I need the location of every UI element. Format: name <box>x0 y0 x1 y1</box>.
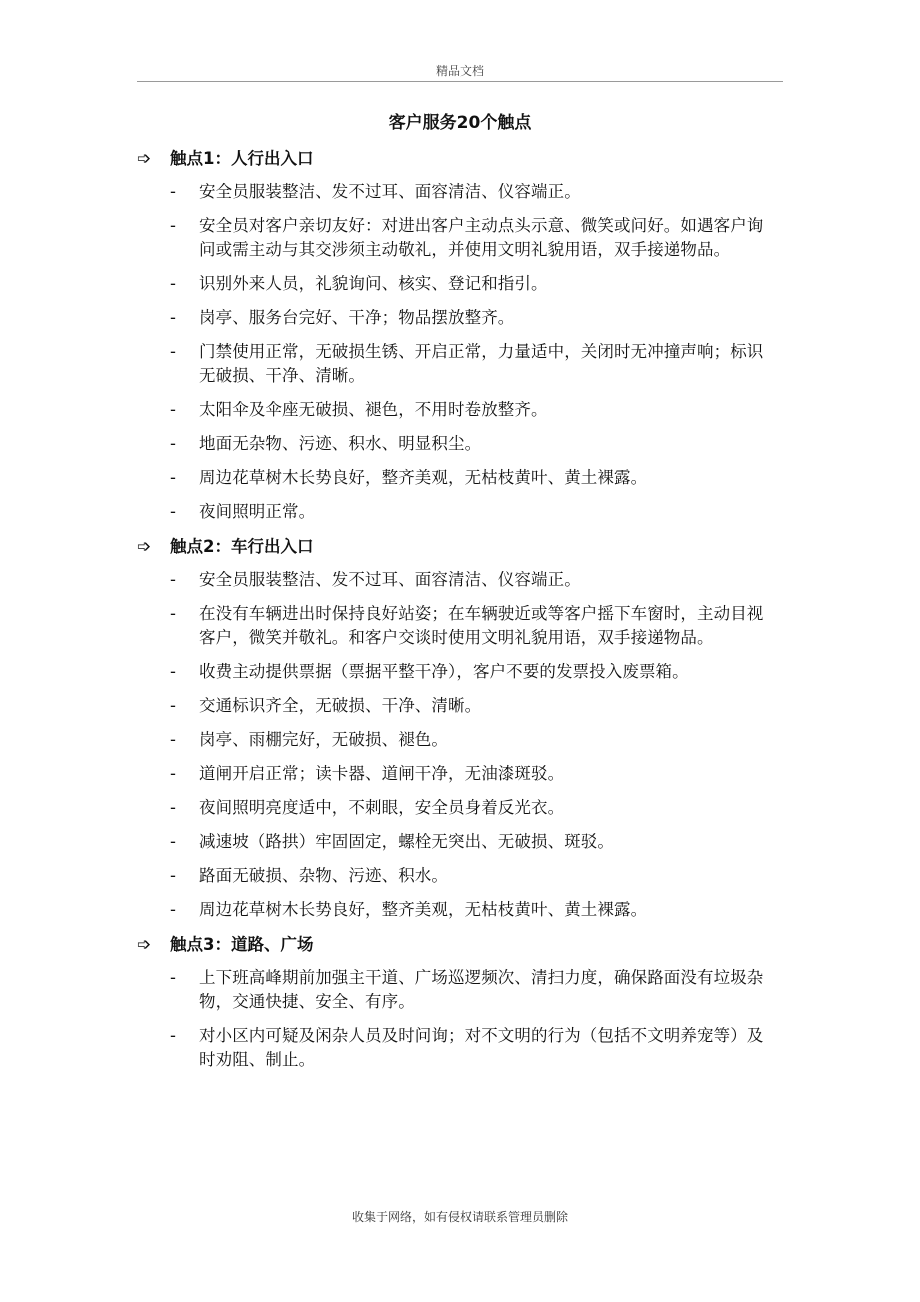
list-item <box>137 864 783 888</box>
list-item-text: 岗亭、雨棚完好，无破损、褪色。 <box>199 730 448 749</box>
dash-bullet: - <box>170 832 176 851</box>
section-heading <box>137 932 783 958</box>
list-item <box>137 728 783 752</box>
list-item <box>137 830 783 854</box>
list-item-text: 安全员对客户亲切友好：对进出客户主动点头示意、微笑或问好。如遇客户询问或需主动与其交涉须主动敬礼，并使用文明礼貌用语，双手接递物品。 <box>199 216 764 259</box>
list-item-text: 岗亭、服务台完好、干净；物品摆放整齐。 <box>199 308 515 327</box>
dash-bullet: - <box>170 342 176 361</box>
list-item-text: 上下班高峰期前加强主干道、广场巡逻频次、清扫力度，确保路面没有垃圾杂物，交通快捷、安全、有序。 <box>199 968 764 1011</box>
arrow-bullet-icon: ➩ <box>137 935 152 955</box>
list-item <box>137 966 783 1014</box>
list-item <box>137 398 783 422</box>
document-body <box>137 146 783 1082</box>
list-item-text: 地面无杂物、污迹、积水、明显积尘。 <box>199 434 482 453</box>
list-item-text: 门禁使用正常，无破损生锈、开启正常，力量适中，关闭时无冲撞声响；标识无破损、干净、清晰。 <box>199 342 764 385</box>
dash-bullet: - <box>170 308 176 327</box>
list-item <box>137 694 783 718</box>
list-item-text: 周边花草树木长势良好，整齐美观，无枯枝黄叶、黄土裸露。 <box>199 468 648 487</box>
list-item-text: 在没有车辆进出时保持良好站姿；在车辆驶近或等客户摇下车窗时，主动目视客户，微笑并敬礼。和客户交谈时使用文明礼貌用语，双手接递物品。 <box>199 604 764 647</box>
list-item-text: 收费主动提供票据（票据平整干净），客户不要的发票投入废票箱。 <box>199 662 689 681</box>
section-item-list <box>137 966 783 1072</box>
section-heading-text: 触点3：道路、广场 <box>170 935 314 954</box>
dash-bullet: - <box>170 696 176 715</box>
dash-bullet: - <box>170 182 176 201</box>
list-item-text: 对小区内可疑及闲杂人员及时问询；对不文明的行为（包括不文明养宠等）及时劝阻、制止。 <box>199 1026 764 1069</box>
dash-bullet: - <box>170 866 176 885</box>
list-item-text: 安全员服装整洁、发不过耳、面容清洁、仪容端正。 <box>199 570 581 589</box>
dash-bullet: - <box>170 798 176 817</box>
page-header: 精品文档 <box>435 64 484 78</box>
section-heading <box>137 534 783 560</box>
dash-bullet: - <box>170 730 176 749</box>
list-item-text: 路面无破损、杂物、污迹、积水。 <box>199 866 448 885</box>
arrow-bullet-icon: ➩ <box>137 149 152 169</box>
list-item-text: 夜间照明亮度适中，不刺眼，安全员身着反光衣。 <box>199 798 565 817</box>
dash-bullet: - <box>170 764 176 783</box>
list-item-text: 安全员服装整洁、发不过耳、面容清洁、仪容端正。 <box>199 182 581 201</box>
header-divider <box>137 81 783 82</box>
list-item <box>137 660 783 684</box>
list-item <box>137 180 783 204</box>
list-item-text: 夜间照明正常。 <box>199 502 316 521</box>
section-touchpoint-3 <box>137 932 783 1072</box>
section-touchpoint-1 <box>137 146 783 524</box>
dash-bullet: - <box>170 1026 176 1045</box>
list-item <box>137 796 783 820</box>
section-heading-text: 触点2：车行出入口 <box>170 537 314 556</box>
list-item <box>137 214 783 262</box>
page-footer: 收集于网络，如有侵权请联系管理员删除 <box>351 1210 568 1224</box>
list-item-text: 减速坡（路拱）牢固固定，螺栓无突出、无破损、斑驳。 <box>199 832 614 851</box>
list-item-text: 周边花草树木长势良好，整齐美观，无枯枝黄叶、黄土裸露。 <box>199 900 648 919</box>
dash-bullet: - <box>170 216 176 235</box>
dash-bullet: - <box>170 900 176 919</box>
dash-bullet: - <box>170 400 176 419</box>
list-item-text: 交通标识齐全，无破损、干净、清晰。 <box>199 696 482 715</box>
dash-bullet: - <box>170 968 176 987</box>
list-item-text: 太阳伞及伞座无破损、褪色，不用时卷放整齐。 <box>199 400 548 419</box>
section-heading-text: 触点1：人行出入口 <box>170 149 314 168</box>
list-item <box>137 306 783 330</box>
dash-bullet: - <box>170 434 176 453</box>
list-item <box>137 466 783 490</box>
dash-bullet: - <box>170 662 176 681</box>
section-item-list <box>137 180 783 524</box>
dash-bullet: - <box>170 604 176 623</box>
arrow-bullet-icon: ➩ <box>137 537 152 557</box>
list-item-text: 识别外来人员，礼貌询问、核实、登记和指引。 <box>199 274 548 293</box>
list-item <box>137 762 783 786</box>
list-item <box>137 568 783 592</box>
section-item-list <box>137 568 783 922</box>
dash-bullet: - <box>170 570 176 589</box>
list-item <box>137 1024 783 1072</box>
dash-bullet: - <box>170 274 176 293</box>
list-item <box>137 500 783 524</box>
section-touchpoint-2 <box>137 534 783 922</box>
dash-bullet: - <box>170 468 176 487</box>
section-heading <box>137 146 783 172</box>
list-item <box>137 340 783 388</box>
list-item <box>137 898 783 922</box>
list-item-text: 道闸开启正常；读卡器、道闸干净，无油漆斑驳。 <box>199 764 565 783</box>
document-title: 客户服务20个触点 <box>388 113 532 133</box>
dash-bullet: - <box>170 502 176 521</box>
list-item <box>137 272 783 296</box>
list-item <box>137 432 783 456</box>
list-item <box>137 602 783 650</box>
